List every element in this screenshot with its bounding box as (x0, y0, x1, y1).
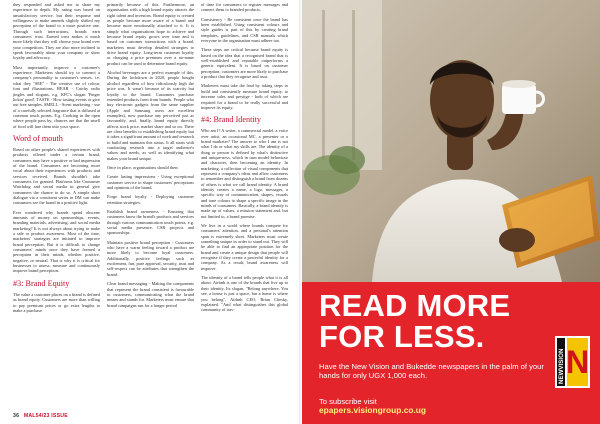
subscribe-link[interactable]: epapers.visiongroup.co.ug (319, 405, 427, 415)
advert-blurb: Have the New Vision and Bukedde newspapers in the palm of your hands for only UGX 1,000 each. (319, 362, 544, 381)
section-heading: #4: Brand Identity (201, 115, 262, 125)
article-column-3 (201, 2, 288, 317)
page-number: 36 (13, 413, 20, 419)
paragraph: Who am I? A writer, a commercial model, a voice over artist, an occasional MC, a presenter or a brand marketer? The answer to who I am is not what I do or what my skills are. The identity of a thing or person is defined by what's distinctive and unique-ness, which in turn model behaviour and character, then becoming an identity. In marketing, a collection of visual components that represent a company's ideas and allow customers to remember and distinguish a brand from dozens of others is what we call brand identity. A brand identity creates a name, a logo, messages, a specific way of communication, shapes, visuals and tone colours to shape a specific image in the minds of consumers. Basically, a brand identity is made up of values, a mission statement and, but not limited to, a brand promise. (201, 128, 288, 219)
advert-text-block (302, 282, 600, 424)
paragraph: Forge brand loyalty - Deploying customer retention strategies. (107, 194, 194, 205)
advert-headline (319, 290, 510, 352)
paragraph: Alcohol beverages are a perfect example of this. During the lockdown in 2020, people bought alcohol regardless of how ridiculously high the price was. It wasn't because of its scarcity but loyalty to the brand. Customers purchase extended products from from brands. People who buy electronic gadgets from the same supplier (Apple and Samsung users are excellent examples), now purchase any perceived just as favourably, and, finally, brand equity directly affects stock price, market share and so on. There are clear benefits to establishing brand equity but it takes a significant amount of work and research to build and maintain this status. It all starts with conducting research into a target audience's values and needs, as well as identifying what makes your brand unique. (107, 70, 194, 161)
article-column-1 (13, 2, 100, 317)
paragraph: Consistency - Be consistent once the brand has been established. Using consistent colours and style guides is part of this by creating brand templates, guidelines, and CSR manuals which everyone in the organisation must adhere too. (201, 16, 288, 44)
paragraph: Clear brand messaging - Making the components that represent the brand consistent is favourable to customers, communicating what the brand means and stands for. Marketers must ensure that brand campaigns run for a longer period (107, 281, 194, 308)
paragraph: of time for consumers to register messages and connect them to branded products. (201, 2, 288, 13)
paragraph: Once in place, organisations should then: (107, 164, 179, 170)
paragraph: Ever wondered why brands spend obscene amounts of money on sponsorships, events, branding materials, advertising, and social media marketing? It is not always about trying to make a sale or product awareness. Most of the time, marketers' strategies are initiated to improve brand perception. But it is difficult to change consumers' minds once they have formed a perception in their minds, whether positive, negative, or neutral. That is why it is critical for businesses to assess, measure and continuously improve brand perception. (13, 209, 100, 274)
new-vision-logo (555, 336, 590, 388)
headline-line-1: READ MORE (319, 288, 511, 323)
section-heading: #3: Brand Equity (13, 278, 70, 288)
paragraph: primarily because of this. Furthermore, an organisation with a high brand equity attracts the right talent and investors. Brand equity is created as people become more aware of a brand and become more emotionally attached to it. It is simply what organisations hope to achieve and because brand equity grows over time and is based on customer interactions with a brand, marketers must develop detailed strategies to drive brand equity. Long-term customer loyalty or charging a price premium over a no-name product can be used to determine brand equity. (107, 2, 194, 66)
paragraph: The value a customer places on a brand is defined as brand equity. Customers are more than willing to pay premium prices or go extra lengths to make a purchase (13, 291, 100, 313)
section-heading: Word of mouth (13, 133, 63, 143)
paragraph: Create lasting impressions - Using exceptional customer service to shape customers' perceptions and opinions of the brand. (107, 174, 194, 190)
paragraph: The identity of a brand tells people what it is all about. Airbnb is one of the brands that live up to their identity. Its slogan, "Belong anywhere. You see, a house is just a space, but a home is where you belong", Airbnb CEO, Brian Chesky, explained. "And what distinguishes this global community of trav- (201, 275, 288, 313)
paragraph: they responded and asked me to share my experience in depth. My rating was based on unsatisfactory service, but their response and willingness to make amends slightly shifted my perception of the brand to a more positive one. Through such interactions, brands earn consumers' trust. Earned trust makes it much more likely that they will choose your brand over your competitors. They are also more inclined to speak favourably about your company or show loyalty and advocacy. (13, 2, 100, 61)
paragraph: These steps are critical because brand equity is based on the idea that a recognised brand that is well-established and reputable outperforms a generic equivalent. It is based on customer perception; customers are more likely to purchase a product that they recognise and trust. (201, 47, 288, 80)
subscribe-block (319, 397, 426, 415)
page-footer (13, 413, 68, 419)
right-advert-page (302, 0, 600, 424)
logo-letter: N (565, 344, 590, 380)
paragraph: Maintain positive brand perception - Customers who have a warm feeling toward a product are more likely to become loyal customers. Additionally, positive feelings such as excitement, fun, pure approval, security, trust and self-respect can be attributes that strengthen the brand. (107, 239, 194, 277)
logo-wordmark: NEWVISION (558, 348, 565, 384)
paragraph: We live in a world where brands compete for consumers' attention, and a personal's attention span is extremely short. Marketers must create something unique in order to stand out. They will be able to find an appropriate position for the brand and create a unique design that people will recognise if they create a powerful identity for a company. As a result, brand awareness will improve. (201, 223, 288, 271)
paragraph: Based on other people's shared experiences with products offered under a certain brand, consumers may have a positive or bad impression of the brand. Consumers are becoming more vocal about their experiences with products and services received. Brands shouldn't take consumers for granted. Platforms like Consumer Watchdog and social media in general give consumers the chance to do so. A simple short dialogue via a consistent series in DM can make consumers see the brand in a positive light. (13, 146, 100, 206)
headline-line-2: FOR LESS. (319, 319, 485, 354)
paragraph: Most importantly, improve a customer's experience. Marketers should try to connect a company's personality to customer's senses, i.e. what they "SEE" - The creative use of colour, font and illustrations. HEAR - Catchy radio jingles and slogans, e.g. KFC's slogan 'Finger lickin' good'. TASTE - How tasting events or give out free samples. SMELL - Scent marketing - use of a carefully selected fragrance that is diffused at common touch points. E.g. Cooking in the open where people pass by, chances are that the smell of food will lure them into your space. (13, 64, 100, 129)
advert-photo (302, 0, 600, 282)
issue-label: MAL54/23 ISSUE (23, 413, 68, 419)
article-column-2 (107, 2, 194, 312)
paragraph: Marketers must take the lead by taking steps to build and consistently measure brand equity, to increase sales and prestige - both of which are required for a brand to be really successful and improve its equity. (201, 83, 288, 110)
subscribe-label: To subscribe visit (319, 397, 377, 406)
paragraph: Establish brand awareness - Ensuring that customers know the brand's products and services through various communication touch points, e.g. social media presence, CSR projects and sponsorships. (107, 209, 194, 236)
